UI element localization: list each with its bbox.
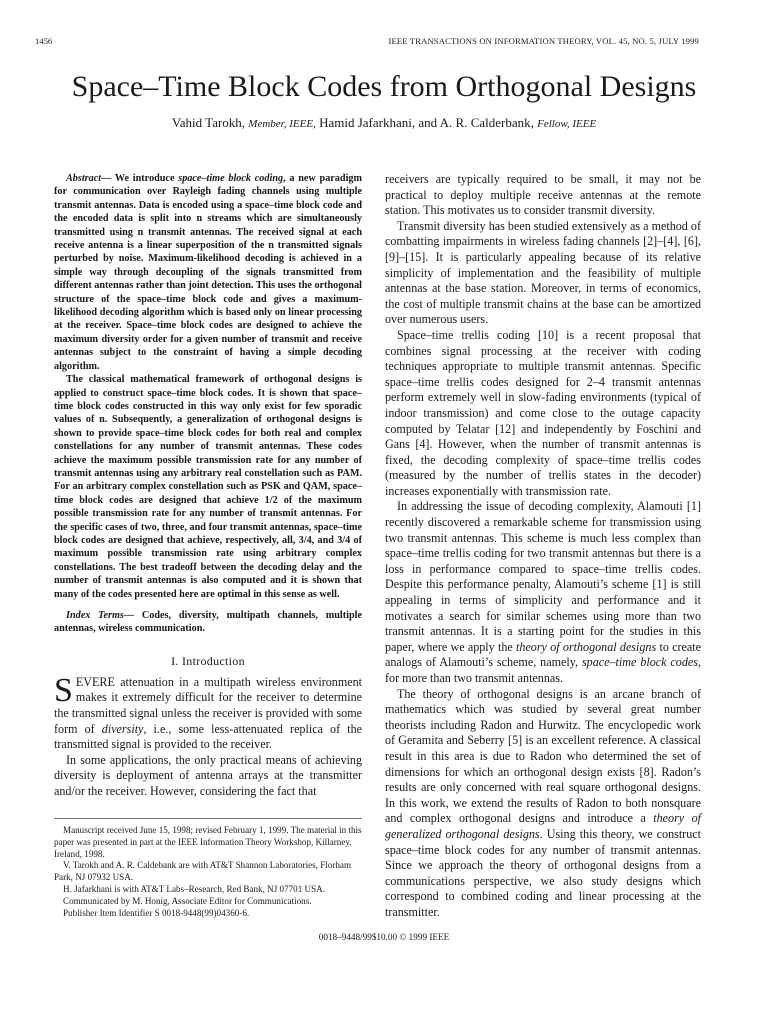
abstract-paragraph-1 <box>54 172 362 373</box>
author-1-membership: Member, IEEE, <box>248 118 316 130</box>
drop-cap: S <box>54 671 73 709</box>
paragraph-alamouti <box>385 499 701 686</box>
abstract <box>54 172 362 601</box>
text-run: In addressing the issue of decoding complexity, Alamouti [1] recently discovered a remarkable scheme for transmission using two transmit antennas. This scheme is much less complex than space–time trellis coding for two transmit antennas but there is a loss in performance compared to space–time trellis codes. Despite this performance penalty, Alamouti’s scheme [1] is still appealing in terms of simplicity and performance and it motivates a search for similar schemes using more than two transmit antennas. It is a starting point for the studies in this paper, where we apply the <box>385 499 701 654</box>
index-terms-lead: Index Terms— <box>66 610 135 621</box>
text-run: to create analogs of Alamouti’s scheme, namely, <box>385 639 701 670</box>
copyright-footer: 0018–9448/99$10.00 © 1999 IEEE <box>318 932 450 942</box>
index-terms-text: Codes, diversity, multipath channels, multiple antennas, wireless communication. <box>54 610 362 635</box>
intro-text-run: , i.e., some less-attenuated replica of the transmitted signal is provided to the receiver. <box>54 721 362 752</box>
index-terms <box>54 609 362 636</box>
paper-title: Space–Time Block Codes from Orthogonal Designs <box>71 70 697 103</box>
author-1: Vahid Tarokh, <box>171 115 246 130</box>
left-column <box>54 172 362 800</box>
emphasis-generalized-designs: theory of generalized orthogonal designs <box>385 811 701 841</box>
footnote: Publisher Item Identifier S 0018-9448(99)04360-6. <box>63 907 250 918</box>
section-heading: I. Introduction <box>171 653 245 668</box>
intro-text <box>54 671 362 800</box>
abstract-emphasis: space–time block coding <box>178 173 284 184</box>
emphasis-orthogonal-designs: theory of orthogonal designs <box>516 639 657 654</box>
text-run: . Using this theory, we construct space–time block codes for any number of transmit antennas. Since we approach the theory of orthogonal designs from a communications perspective, we also study designs which correspond to combined coding and linear processing at the transmitter. <box>385 826 701 919</box>
page-number: 1456 <box>35 36 53 46</box>
footnote: V. Tarokh and A. R. Caldebank are with AT&T Shannon Laboratories, Florham Park, NJ 07932 USA. <box>54 860 352 883</box>
authors-2-3: Hamid Jafarkhani, and A. R. Calderbank, <box>319 115 534 130</box>
footnote-rule <box>54 818 362 819</box>
paragraph-transmit-diversity: Transmit diversity has been studied extensively as a method of combatting impairments in wireless fading channels [2]–[4], [6], [9]–[15]. It is particularly appealing because of its relative simplicity of implementation and the feasibility of multiple antennas at the base station. Moreover, in terms of economics, the cost of multiple transmit chains at the base can be amortized over numerous users. <box>385 218 701 327</box>
journal-header: IEEE TRANSACTIONS ON INFORMATION THEORY, VOL. 45, NO. 5, JULY 1999 <box>388 36 699 46</box>
abstract-text: , a new paradigm for communication over Rayleigh fading channels using multiple transmit antennas. Data is encoded using a space–time block code and the encoded data is split into n streams which are simultaneously transmitted using n transmit antennas. The received signal at each receive antenna is a linear superposition of the n transmitted signals perturbed by noise. Maximum-likelihood decoding is achieved in a simple way through decoupling of the signals transmitted from different antennas rather than joint detection. This uses the orthogonal structure of the space–time block code and gives a maximum-likelihood decoding algorithm which is based only on linear processing at the receiver. Space–time block codes are designed to achieve the maximum diversity order for a given number of transmit and receive antennas subject to the constraint of having a simple decoding algorithm. <box>54 173 362 372</box>
footnote: H. Jafarkhani is with AT&T Labs–Research, Red Bank, NJ 07701 USA. <box>63 883 325 894</box>
paragraph-continued: receivers are typically required to be small, it may not be practical to deploy multiple receive antennas at the remote station. This motivates us to consider transmit diversity. <box>385 172 701 218</box>
emphasis-diversity: diversity <box>101 721 144 736</box>
abstract-paragraph-2: The classical mathematical framework of orthogonal designs is applied to construct space–time block codes. It is shown that space–time block codes constructed in this way only exist for few sporadic values of n. Subsequently, a generalization of orthogonal designs is shown to provide space–time block codes for both real and complex constellations for any number of transmit antennas. These codes achieve the maximum possible transmission rate for any number of transmit antennas using any arbitrary real constellation such as PAM. For an arbitrary complex constellation such as PSK and QAM, space–time block codes are designed that achieve 1/2 of the maximum possible transmission rate for any number of transmit antennas. For the specific cases of two, three, and four transmit antennas, space–time block codes are designed that achieve, respectively, all, 3/4, and 3/4 of maximum possible transmission rate using arbitrary complex constellations. The best tradeoff between the decoding delay and the number of transmit antennas is also computed and it is shown that many of the codes presented here are optimal in this sense as well. <box>54 374 362 600</box>
emphasis-space-time-block-codes: space–time block codes <box>581 655 698 670</box>
right-column-text <box>385 172 701 921</box>
paragraph-trellis-coding: Space–time trellis coding [10] is a recent proposal that combines signal processing at the receiver with coding techniques appropriate to multiple transmit antennas. Specific space–time trellis codes designed for 2–4 transmit antennas perform extremely well in slow-fading environments (typical of indoor transmission) and come close to the outage capacity computed by Telatar [12] and independently by Foschini and Gans [4]. However, when the number of transmit antennas is fixed, the decoding complexity of space–time trellis codes (measured by the number of trellis states in the decoder) increases exponentially with transmission rate. <box>385 327 701 498</box>
intro-paragraph-2: In some applications, the only practical means of achieving diversity is deployment of antenna arrays at the transmitter and/or the receiver. However, considering the fact that <box>54 752 362 798</box>
author-3-membership: Fellow, IEEE <box>537 118 597 130</box>
text-run: , for more than two transmit antennas. <box>385 655 701 685</box>
intro-text-run: EVERE attenuation in a multipath wireless environment makes it extremely difficult for the receiver to determine the transmitted signal unless the receiver is provided with some form of <box>54 674 362 736</box>
right-column <box>385 172 701 921</box>
intro-paragraph-1 <box>54 671 362 753</box>
footnote: Manuscript received June 15, 1998; revised February 1, 1999. The material in this paper was presented in part at the IEEE Information Theory Workshop, Killarney, Ireland, 1998. <box>54 825 362 859</box>
paragraph-orthogonal-designs <box>385 687 701 921</box>
abstract-lead: Abstract— <box>66 173 112 184</box>
footnotes <box>54 825 362 919</box>
abstract-text: We introduce <box>111 173 179 184</box>
author-line <box>0 115 768 131</box>
text-run: The theory of orthogonal designs is an arcane branch of mathematics which was studied by several great number theorists including Radon and Hurwitz. The encyclopedic work of Geramita and Seberry [5] is an excellent reference. A classical result in this area is due to Radon who determined the set of dimensions for which an orthogonal design exists [8]. Radon’s results are only concerned with real square orthogonal designs. In this work, we extend the results of Radon to both nonsquare and complex orthogonal designs and introduce a <box>385 686 701 826</box>
footnote: Communicated by M. Honig, Associate Editor for Communications. <box>63 895 312 906</box>
